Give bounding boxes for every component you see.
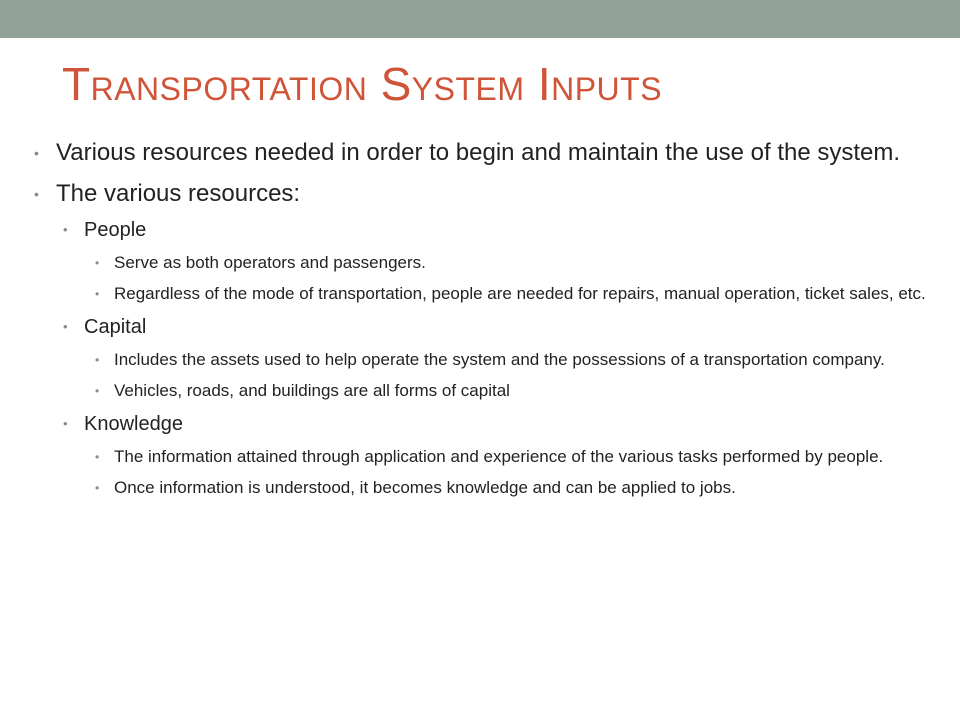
section-item-text: The information attained through application and experience of the various tasks performed by people. xyxy=(114,447,884,466)
bullet-level1 xyxy=(34,178,934,210)
section-item-text: Serve as both operators and passengers. xyxy=(114,253,426,272)
section-item xyxy=(34,282,934,306)
bullet-dot-icon: • xyxy=(63,416,68,431)
section-item xyxy=(34,476,934,500)
bullet-level1 xyxy=(34,137,934,169)
section-item-text: Includes the assets used to help operate the system and the possessions of a transportation company. xyxy=(114,350,885,369)
section-heading-knowledge xyxy=(34,410,934,438)
bullet-dot-icon: • xyxy=(95,353,100,367)
top-accent-bar xyxy=(0,0,960,38)
section-heading-people xyxy=(34,216,934,244)
bullet-dot-icon: • xyxy=(34,186,39,202)
section-item-text: Once information is understood, it becomes knowledge and can be applied to jobs. xyxy=(114,478,736,497)
section-item-text: Regardless of the mode of transportation, people are needed for repairs, manual operation, ticket sales, etc. xyxy=(114,284,926,303)
bullet-dot-icon: • xyxy=(95,481,100,495)
section-heading-capital xyxy=(34,313,934,341)
bullet-text: Various resources needed in order to begin and maintain the use of the system. xyxy=(56,139,901,166)
slide-content xyxy=(34,137,934,500)
bullet-dot-icon: • xyxy=(63,222,68,237)
bullet-dot-icon: • xyxy=(34,145,39,161)
section-heading-label: People xyxy=(84,219,147,241)
bullet-dot-icon: • xyxy=(63,319,68,334)
bullet-text: The various resources: xyxy=(56,180,301,207)
section-heading-label: Capital xyxy=(84,316,147,338)
section-item xyxy=(34,251,934,275)
slide-title: Transportation System Inputs xyxy=(62,58,663,110)
bullet-dot-icon: • xyxy=(95,450,100,464)
bullet-dot-icon: • xyxy=(95,256,100,270)
bullet-dot-icon: • xyxy=(95,384,100,398)
section-item xyxy=(34,445,934,469)
section-item xyxy=(34,348,934,372)
section-heading-label: Knowledge xyxy=(84,413,183,435)
bullet-dot-icon: • xyxy=(95,287,100,301)
section-item xyxy=(34,379,934,403)
section-item-text: Vehicles, roads, and buildings are all forms of capital xyxy=(114,381,510,400)
